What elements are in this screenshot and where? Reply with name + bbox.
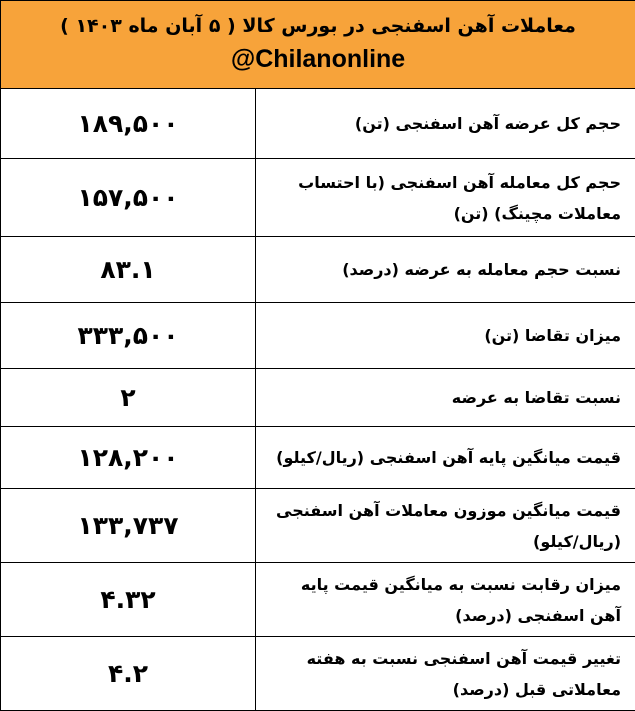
value-weighted-price: ۱۳۳,۷۳۷	[1, 489, 256, 563]
table-row	[1, 303, 635, 369]
header-cell	[1, 1, 635, 89]
row-label: میزان تقاضا (تن)	[274, 320, 621, 351]
table-row	[1, 369, 635, 427]
label-total-supply	[256, 89, 635, 159]
table-row	[1, 237, 635, 303]
channel-handle: @Chilanonline	[1, 41, 635, 77]
table-row	[1, 563, 635, 637]
row-label: میزان رقابت نسبت به میانگین قیمت پایه آهن اسفنجی (درصد)	[274, 569, 621, 631]
value-trade-to-supply-ratio: ۸۳.۱	[1, 237, 256, 303]
table-row	[1, 489, 635, 563]
row-label: حجم کل عرضه آهن اسفنجی (تن)	[274, 108, 621, 139]
value-weekly-price-change: ۴.۲	[1, 637, 256, 711]
label-weighted-price	[256, 489, 635, 563]
row-label: نسبت تقاضا به عرضه	[274, 382, 621, 413]
label-competition-rate	[256, 563, 635, 637]
value-total-traded: ۱۵۷,۵۰۰	[1, 159, 256, 237]
table-row	[1, 637, 635, 711]
label-weekly-price-change	[256, 637, 635, 711]
table-row	[1, 159, 635, 237]
value-demand-to-supply-ratio: ۲	[1, 369, 256, 427]
table-row	[1, 427, 635, 489]
value-competition-rate: ۴.۳۲	[1, 563, 256, 637]
row-label: تغییر قیمت آهن اسفنجی نسبت به هفته معاملاتی قبل (درصد)	[274, 643, 621, 705]
label-base-price	[256, 427, 635, 489]
row-label: حجم کل معامله آهن اسفنجی (با احتساب معاملات مچینگ) (تن)	[274, 167, 621, 229]
value-base-price: ۱۲۸,۲۰۰	[1, 427, 256, 489]
label-total-traded	[256, 159, 635, 237]
value-total-supply: ۱۸۹,۵۰۰	[1, 89, 256, 159]
header-row	[1, 1, 635, 89]
table-title: معاملات آهن اسفنجی در بورس کالا ( ۵ آبان ماه ۱۴۰۳ )	[1, 11, 635, 41]
row-label: قیمت میانگین پایه آهن اسفنجی (ریال/کیلو)	[274, 442, 621, 473]
table-row	[1, 89, 635, 159]
label-trade-to-supply-ratio	[256, 237, 635, 303]
row-label: نسبت حجم معامله به عرضه (درصد)	[274, 254, 621, 285]
label-demand	[256, 303, 635, 369]
row-label: قیمت میانگین موزون معاملات آهن اسفنجی (ریال/کیلو)	[274, 495, 621, 557]
label-demand-to-supply-ratio	[256, 369, 635, 427]
value-demand: ۳۳۳,۵۰۰	[1, 303, 256, 369]
